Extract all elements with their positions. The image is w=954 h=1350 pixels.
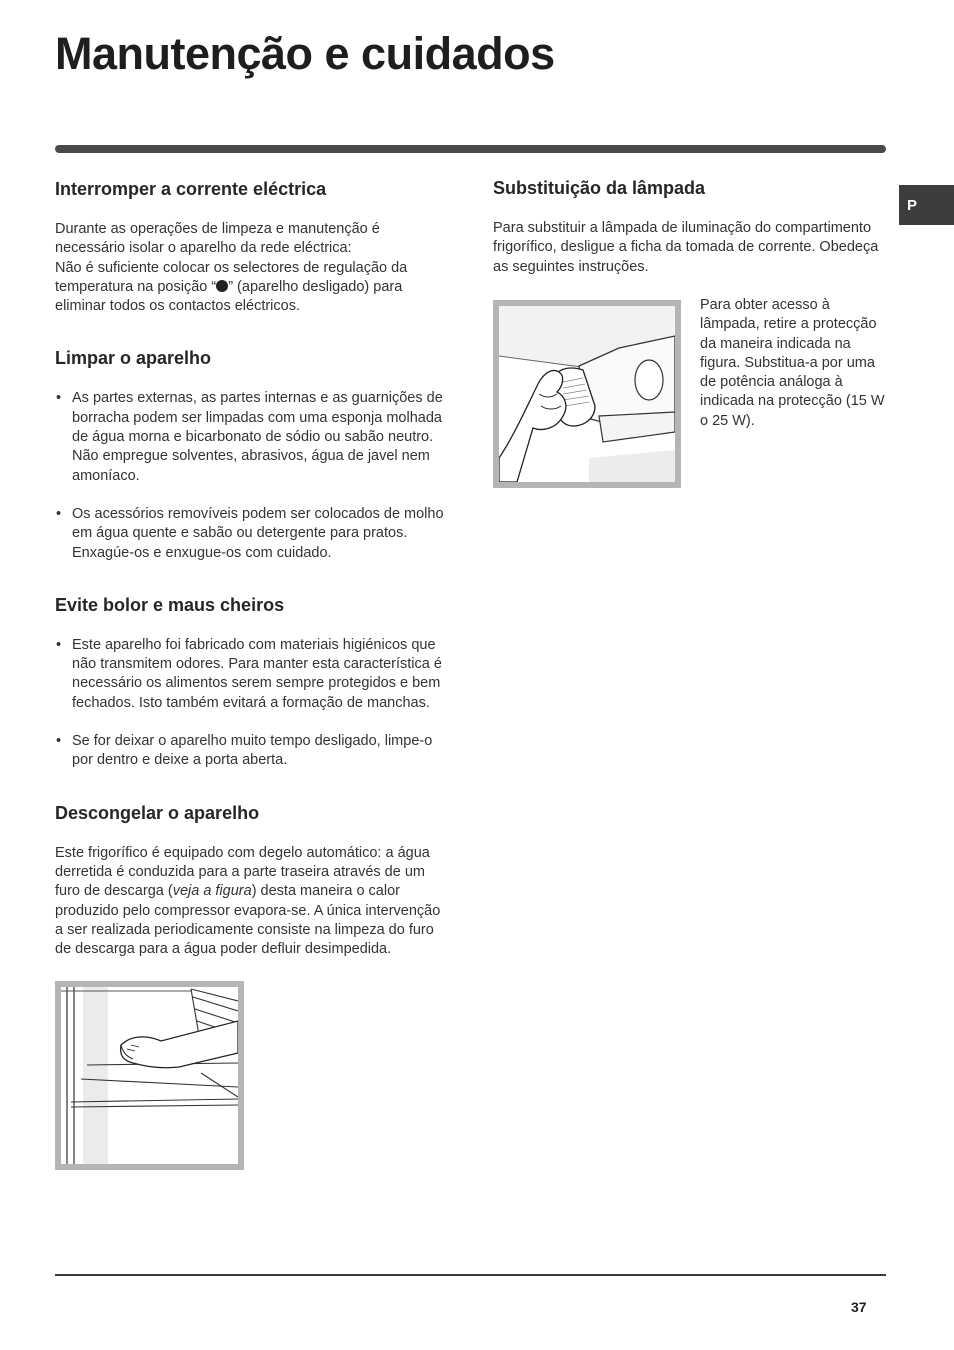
defrost-text — [55, 844, 447, 960]
heading-clean: Limpar o aparelho — [55, 348, 212, 369]
list-item: • As partes externas, as partes internas e as guarnições de borracha podem ser limpadas com uma esponja molhada de água morna e bicarbonato de sódio ou sabão neutro. Não empregue solventes, abrasivos, água de javel nem amoníaco. — [55, 389, 447, 485]
clean-list — [55, 389, 447, 562]
footer-rule — [55, 1274, 886, 1276]
off-dot-icon — [216, 280, 228, 292]
page-number: 37 — [851, 1299, 867, 1315]
heading-power: Interromper a corrente eléctrica — [55, 179, 327, 199]
mold-list — [55, 636, 447, 771]
heading-defrost: Descongelar o aparelho — [55, 802, 260, 823]
page-title: Manutenção e cuidados — [55, 28, 555, 79]
heading-mold: Evite bolor e maus cheiros — [55, 594, 285, 615]
defrost-text-a: Este frigorífico é equipado com degelo automático: a água derretida é conduzida para a parte traseira através de um furo de descarga ( — [55, 844, 430, 900]
language-tab: P — [899, 185, 954, 225]
defrost-text-italic: veja a figura — [172, 883, 252, 900]
defrost-illustration — [55, 981, 244, 1170]
power-text — [55, 220, 447, 316]
defrost-text-b: ) desta maneira o calor produzido pelo compressor evapora-se. A única intervenção a ser realizada periodicamente consiste na limpeza do furo de descarga para a água poder defluir desimpedida. — [55, 883, 441, 958]
list-item: • Se for deixar o aparelho muito tempo desligado, limpe-o por dentro e deixe a porta aberta. — [55, 732, 447, 771]
power-text-2b: ” (aparelho desligado) para eliminar todos os contactos eléctricos. — [55, 278, 403, 315]
section-defrost — [55, 802, 447, 1171]
lamp-intro: Para substituir a lâmpada de iluminação do compartimento frigorífico, desligue a ficha da tomada de corrente. Obedeça as seguintes instruções. — [493, 220, 879, 275]
lamp-instructions: Para obter acesso à lâmpada, retire a protecção da maneira indicada na figura. Substitua-a por uma de potência análoga à indicada na protecção (15 W o 25 W). — [700, 297, 885, 429]
heading-lamp: Substituição da lâmpada — [493, 178, 706, 198]
section-clean — [55, 347, 447, 562]
title-rule — [55, 145, 886, 153]
left-column — [55, 178, 447, 1170]
list-item: • Os acessórios removíveis podem ser colocados de molho em água quente e sabão ou detergente para pratos. Enxagúe-os e enxugue-os com cuidado. — [55, 505, 447, 563]
power-text-2a: Não é suficiente colocar os selectores de regulação da temperatura na posição “ — [55, 259, 408, 295]
section-mold — [55, 594, 447, 771]
lamp-illustration — [493, 300, 681, 488]
list-item: • Este aparelho foi fabricado com materiais higiénicos que não transmitem odores. Para manter esta característica é necessário os alimentos serem sempre protegidos e bem fechados. Isto também evitará a formação de manchas. — [55, 636, 447, 713]
section-power — [55, 178, 447, 316]
right-column — [493, 177, 888, 429]
power-text-1: Durante as operações de limpeza e manutenção é necessário isolar o aparelho da rede eléctrica: — [55, 221, 380, 257]
